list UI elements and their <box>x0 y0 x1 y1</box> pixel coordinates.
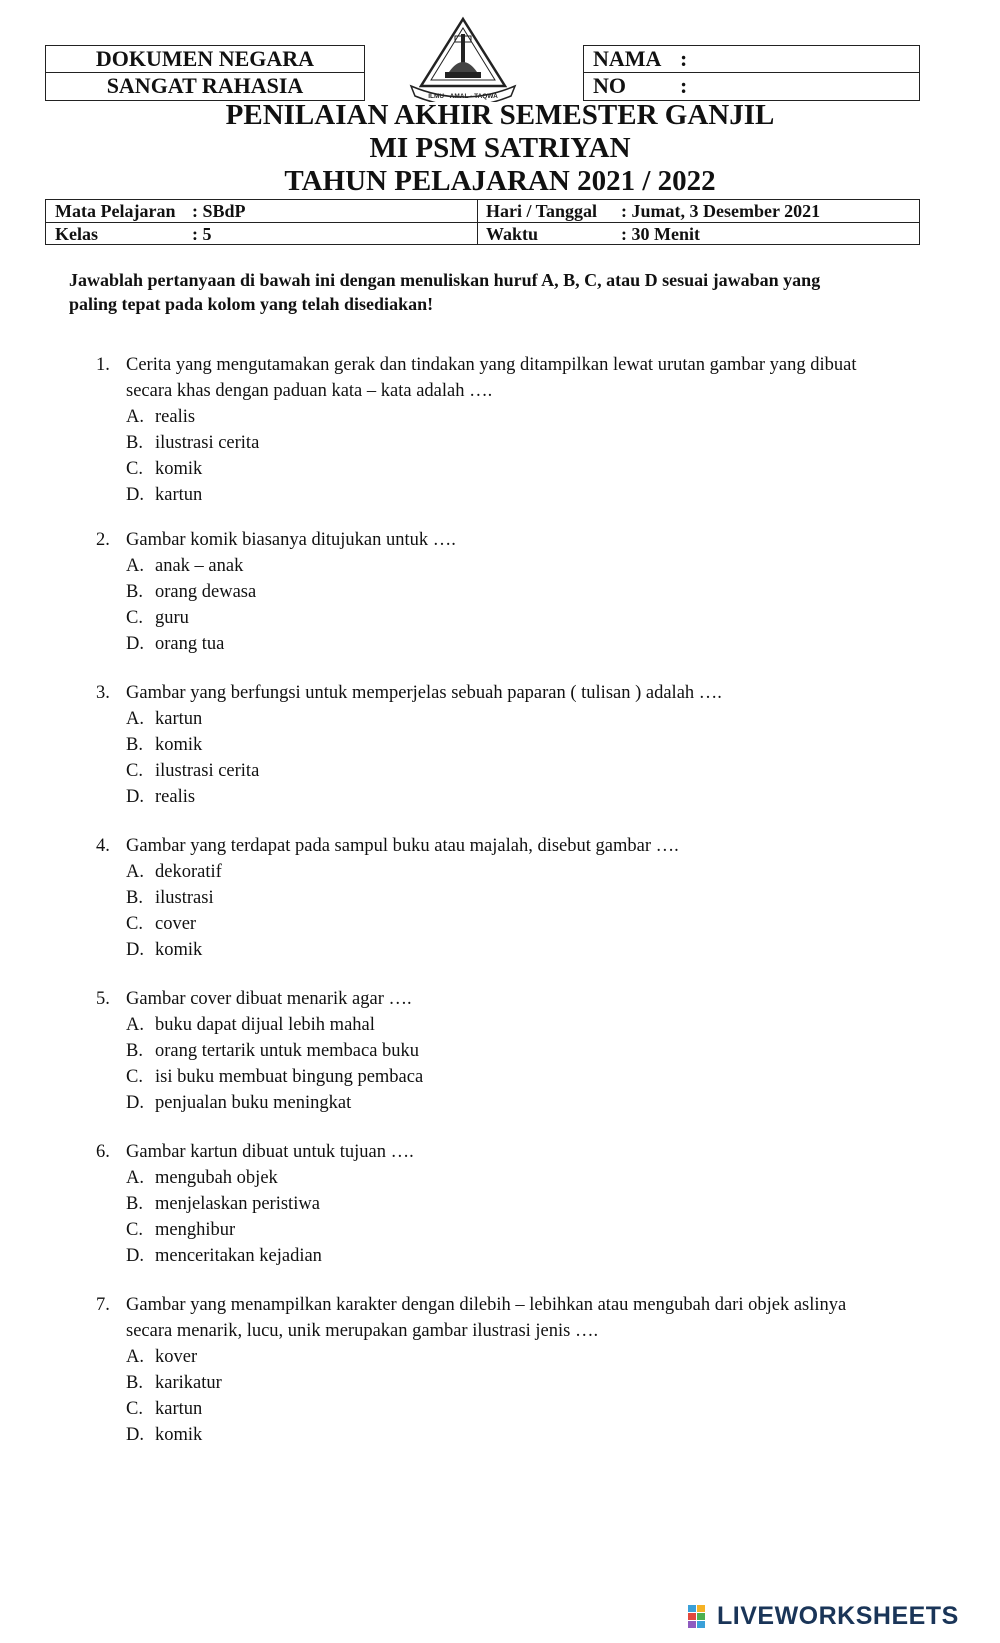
sangat-rahasia-label: SANGAT RAHASIA <box>106 73 304 98</box>
option-a: A. buku dapat dijual lebih mahal <box>126 1015 375 1035</box>
option-b: B. ilustrasi <box>126 888 214 908</box>
option-c: C. ilustrasi cerita <box>126 761 260 781</box>
exam-title: PENILAIAN AKHIR SEMESTER GANJIL <box>225 99 775 131</box>
question-1 <box>96 352 916 508</box>
date-label: Hari / Tanggal <box>486 201 598 221</box>
question-text: Gambar kartun dibuat untuk tujuan …. <box>126 1142 414 1162</box>
question-text: Gambar cover dibuat menarik agar …. <box>126 989 412 1009</box>
question-2 <box>96 527 916 657</box>
no-label: NO <box>593 73 626 98</box>
option-c: C. komik <box>126 459 203 479</box>
nama-label: NAMA <box>593 46 662 71</box>
class-value: : 5 <box>192 224 212 244</box>
question-7 <box>96 1292 916 1448</box>
school-name: MI PSM SATRIYAN <box>369 132 631 164</box>
date-value: : Jumat, 3 Desember 2021 <box>621 201 821 221</box>
question-4 <box>96 833 916 963</box>
question-number: 2. <box>96 530 110 550</box>
no-colon: : <box>680 73 688 98</box>
question-3 <box>96 680 916 810</box>
option-c: C. cover <box>126 914 197 934</box>
subject-label: Mata Pelajaran <box>55 201 176 221</box>
option-a: A. kover <box>126 1347 198 1367</box>
question-number: 3. <box>96 683 110 703</box>
question-number: 7. <box>96 1295 110 1315</box>
class-label: Kelas <box>55 224 98 244</box>
option-d: D. penjualan buku meningkat <box>126 1093 352 1113</box>
info-row-divider <box>45 222 920 223</box>
option-a: A. realis <box>126 407 196 427</box>
question-6 <box>96 1139 916 1269</box>
question-number: 5. <box>96 989 110 1009</box>
time-label: Waktu <box>486 224 539 244</box>
time-value: : 30 Menit <box>621 224 700 244</box>
info-column-divider <box>477 199 478 245</box>
option-b: B. orang dewasa <box>126 582 257 602</box>
option-d: D. menceritakan kejadian <box>126 1246 322 1266</box>
subject-value: : SBdP <box>192 201 246 221</box>
option-c: C. kartun <box>126 1399 203 1419</box>
question-number: 6. <box>96 1142 110 1162</box>
option-d: D. kartun <box>126 485 203 505</box>
liveworksheets-watermark <box>688 1602 959 1631</box>
instructions-line-1: Jawablah pertanyaan di bawah ini dengan menuliskan huruf A, B, C, atau D sesuai jawaban yang <box>69 270 821 290</box>
option-c: C. menghibur <box>126 1220 236 1240</box>
option-b: B. ilustrasi cerita <box>126 433 260 453</box>
option-d: D. komik <box>126 940 203 960</box>
question-text: Gambar yang terdapat pada sampul buku atau majalah, disebut gambar …. <box>126 836 679 856</box>
option-b: B. komik <box>126 735 203 755</box>
option-c: C. isi buku membuat bingung pembaca <box>126 1067 424 1087</box>
question-number: 1. <box>96 355 110 375</box>
liveworksheets-logo-icon <box>688 1605 714 1629</box>
option-c: C. guru <box>126 608 189 628</box>
question-text-continued: secara khas dengan paduan kata – kata adalah …. <box>126 381 493 401</box>
document-negara-label: DOKUMEN NEGARA <box>95 46 315 71</box>
question-text: Gambar komik biasanya ditujukan untuk …. <box>126 530 456 550</box>
question-text: Cerita yang mengutamakan gerak dan tindakan yang ditampilkan lewat urutan gambar yang dibuat <box>126 355 857 375</box>
nama-colon: : <box>680 46 688 71</box>
option-a: A. mengubah objek <box>126 1168 278 1188</box>
option-a: A. kartun <box>126 709 203 729</box>
question-5 <box>96 986 916 1116</box>
option-b: B. orang tertarik untuk membaca buku <box>126 1041 420 1061</box>
option-b: B. menjelaskan peristiwa <box>126 1194 320 1214</box>
question-number: 4. <box>96 836 110 856</box>
option-d: D. realis <box>126 787 196 807</box>
option-d: D. komik <box>126 1425 203 1445</box>
question-text: Gambar yang menampilkan karakter dengan dilebih – lebihkan atau mengubah dari objek aslinya <box>126 1295 847 1315</box>
school-logo <box>405 16 521 102</box>
question-text: Gambar yang berfungsi untuk memperjelas sebuah paparan ( tulisan ) adalah …. <box>126 683 722 703</box>
instructions-line-2: paling tepat pada kolom yang telah disediakan! <box>69 294 434 314</box>
option-a: A. dekoratif <box>126 862 222 882</box>
option-b: B. karikatur <box>126 1373 222 1393</box>
academic-year: TAHUN PELAJARAN 2021 / 2022 <box>284 165 716 197</box>
option-a: A. anak – anak <box>126 556 244 576</box>
liveworksheets-text: LIVEWORKSHEETS <box>717 1602 959 1630</box>
identity-divider <box>583 72 920 73</box>
option-d: D. orang tua <box>126 634 225 654</box>
question-text-continued: secara menarik, lucu, unik merupakan gambar ilustrasi jenis …. <box>126 1321 599 1341</box>
logo-motto: ILMU - AMAL - TAQWA <box>428 93 498 100</box>
